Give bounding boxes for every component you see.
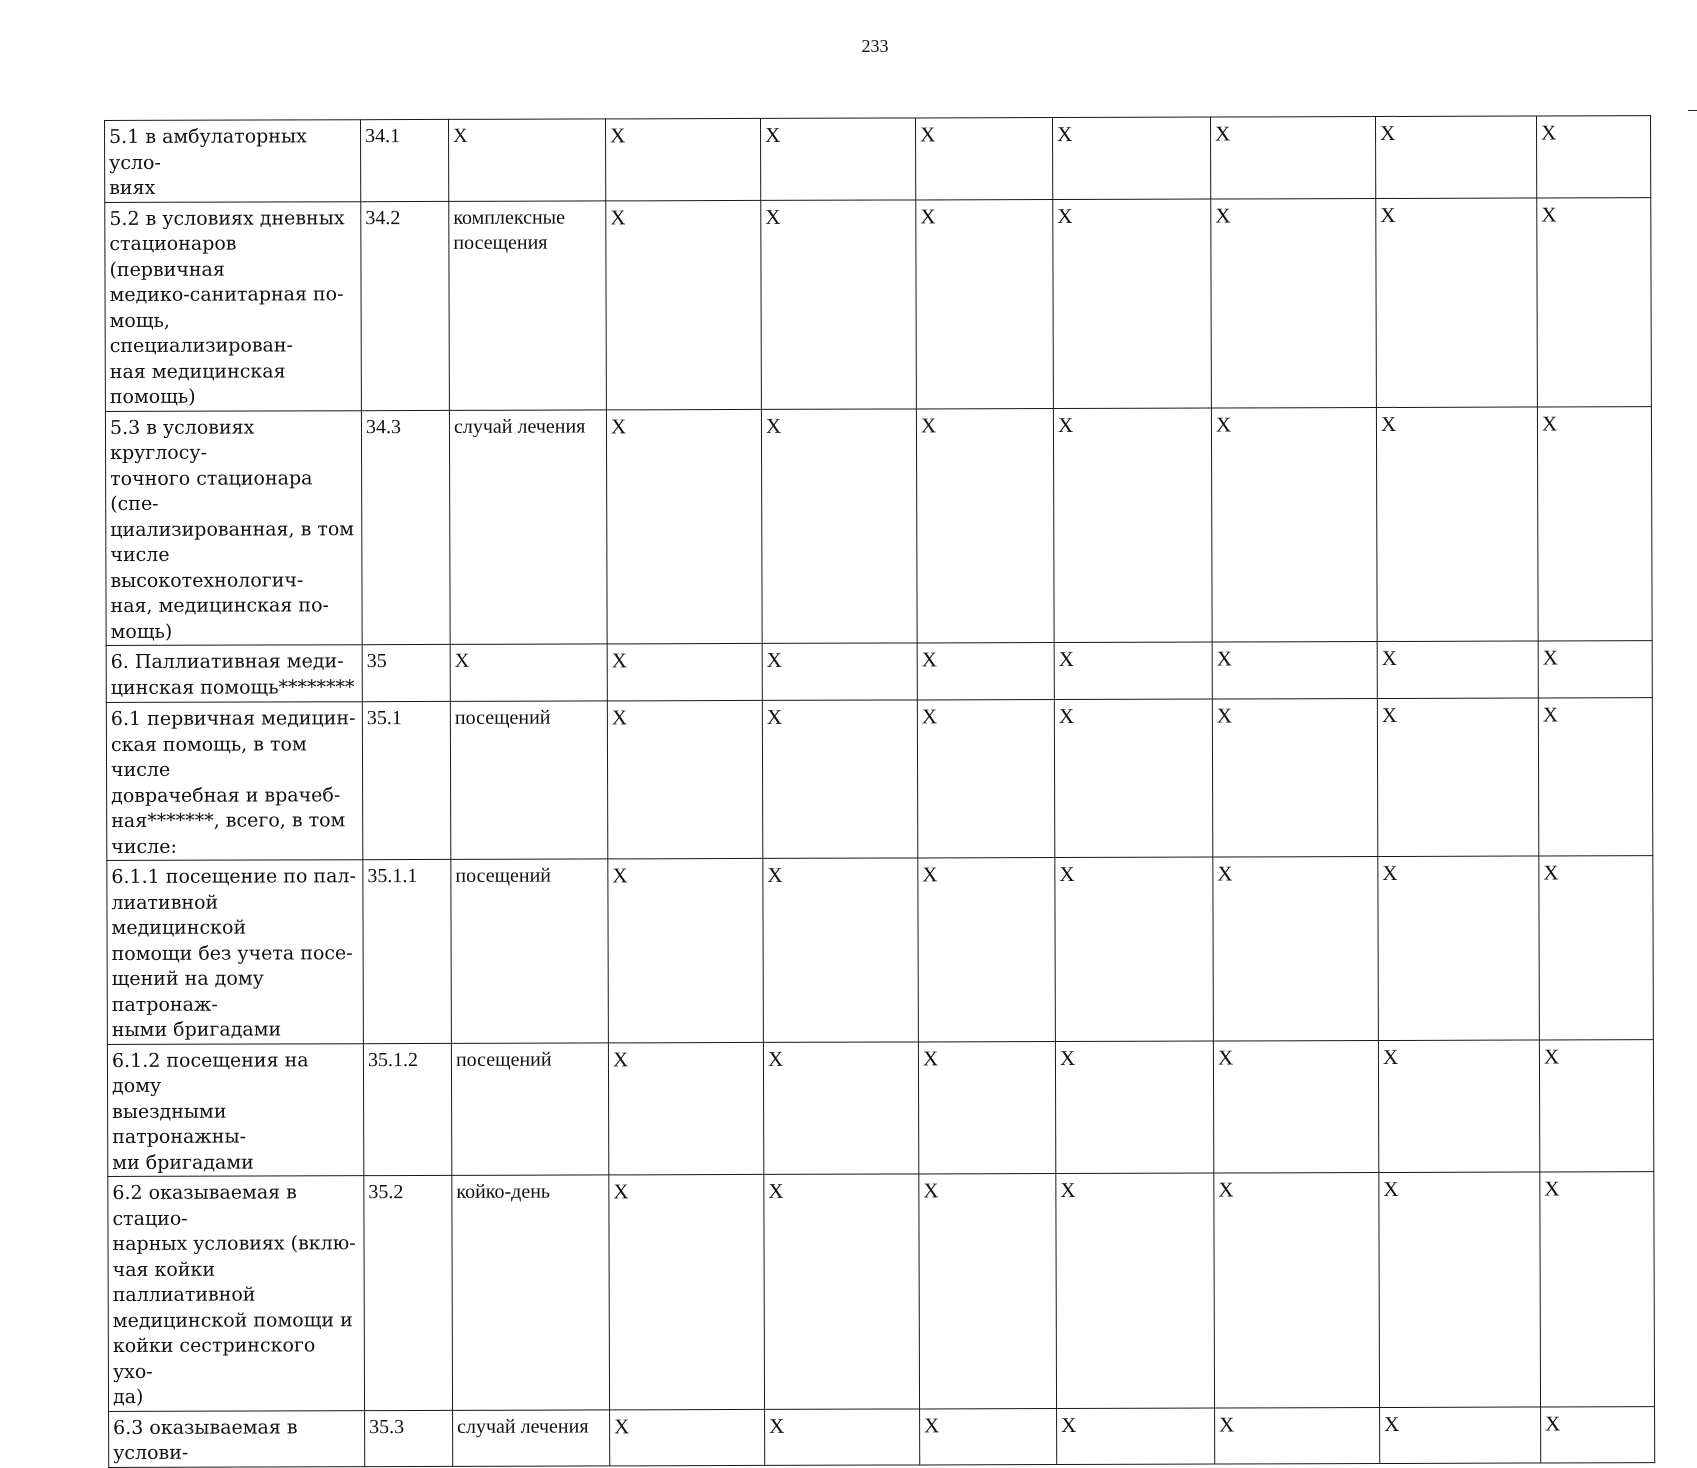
value-cell: X [1211, 407, 1377, 642]
value-cell: X [1212, 699, 1377, 858]
row-unit-cell: X [450, 644, 607, 701]
row-name-cell: 6.1.1 посещение по пал- лиативной медицинской помощи без учета посе- щений на дому патронаж- ными бригадами [107, 860, 364, 1044]
data-table [104, 115, 1655, 1467]
row-name-cell: 6.1 первичная медицин- ская помощь, в том числе доврачебная и врачеб- ная*******, всего, в том числе: [106, 702, 362, 861]
value-cell: X [765, 1408, 920, 1464]
value-cell: X [1537, 406, 1652, 641]
value-cell: X [1539, 1039, 1653, 1172]
row-name-cell: 6. Паллиативная меди- цинская помощь******** [106, 645, 362, 703]
value-cell: X [1054, 699, 1212, 857]
value-cell: X [1052, 117, 1210, 199]
row-code-cell: 34.3 [361, 410, 450, 645]
value-cell: X [1214, 1173, 1380, 1408]
page-number: 233 [861, 36, 889, 56]
value-cell: X [1055, 857, 1214, 1041]
value-cell: X [918, 858, 1056, 1042]
value-cell: X [761, 199, 917, 408]
row-unit-cell: посещений [450, 701, 607, 859]
value-cell: X [1056, 1173, 1215, 1408]
value-cell: X [1215, 1407, 1380, 1464]
row-code-cell: 35.2 [364, 1175, 453, 1410]
value-cell: X [1380, 1406, 1541, 1463]
table-row [105, 116, 1651, 202]
row-name-cell: 6.2 оказываемая в стацио- нарных условиях (вклю- чая койки паллиативной медицинской помощи и койки сестринского ухо- да) [108, 1176, 365, 1411]
row-name-cell: 5.2 в условиях дневных стационаров (первичная медико-санитарная по- мощь, специализирован- ная медицинская помощь) [105, 201, 362, 411]
value-cell: X [1541, 1406, 1655, 1462]
value-cell: X [1536, 116, 1650, 198]
row-code-cell: 35.1.1 [363, 859, 452, 1043]
value-cell: X [760, 118, 915, 200]
value-cell: X [762, 643, 917, 700]
row-unit-cell: койко-день [452, 1175, 610, 1410]
row-name-cell: 5.3 в условиях круглосу- точного стационара (спе- циализированная, в том числе высокотехнологич- ная, медицинская по- мощь) [105, 410, 362, 645]
value-cell: X [606, 409, 762, 644]
value-cell: X [1055, 1041, 1213, 1174]
table-row [108, 1172, 1655, 1411]
value-cell: X [915, 118, 1052, 200]
row-unit-cell: посещений [451, 1042, 608, 1175]
value-cell: X [1213, 857, 1379, 1041]
value-cell: X [1378, 1039, 1539, 1172]
value-cell: X [1054, 642, 1212, 699]
row-unit-cell: X [448, 119, 605, 201]
value-cell: X [610, 1409, 765, 1465]
table-row [105, 197, 1652, 411]
table-row [106, 698, 1652, 861]
value-cell: X [1377, 698, 1538, 857]
value-cell: X [607, 643, 762, 700]
row-unit-cell: посещений [451, 859, 609, 1043]
value-cell: X [920, 1408, 1057, 1464]
value-cell: X [917, 700, 1054, 858]
row-name-cell: 6.1.2 посещения на дому выездными патронажны- ми бригадами [107, 1043, 363, 1176]
row-code-cell: 35.3 [365, 1410, 453, 1466]
value-cell: X [1375, 116, 1536, 198]
table-row [107, 856, 1654, 1044]
value-cell: X [606, 200, 762, 409]
table-row [105, 406, 1652, 645]
value-cell: X [916, 408, 1054, 643]
row-code-cell: 34.2 [361, 201, 450, 410]
value-cell: X [918, 1041, 1055, 1174]
value-cell: X [1053, 199, 1212, 408]
row-name-cell: 5.1 в амбулаторных усло- виях [105, 120, 361, 202]
value-cell: X [1376, 197, 1538, 407]
value-cell: X [762, 700, 917, 858]
table-row [106, 641, 1652, 703]
value-cell: X [608, 858, 764, 1042]
row-unit-cell: случай лечения [453, 1409, 610, 1465]
value-cell: X [1213, 1040, 1378, 1173]
value-cell: X [1057, 1408, 1215, 1464]
value-cell: X [1053, 408, 1212, 643]
value-cell: X [919, 1174, 1057, 1409]
value-cell: X [764, 1174, 920, 1409]
value-cell: X [916, 199, 1054, 408]
value-cell: X [1539, 856, 1654, 1040]
value-cell: X [1377, 641, 1538, 699]
value-cell: X [761, 408, 917, 643]
table-row [107, 1039, 1653, 1176]
value-cell: X [1537, 197, 1652, 406]
value-cell: X [608, 1042, 763, 1175]
edge-mark [1688, 110, 1697, 111]
row-code-cell: 34.1 [361, 119, 449, 201]
row-code-cell: 35.1 [362, 701, 450, 859]
value-cell: X [1379, 1172, 1541, 1407]
value-cell: X [1210, 117, 1375, 199]
value-cell: X [763, 1041, 918, 1174]
value-cell: X [1212, 642, 1377, 700]
row-name-cell: 6.3 оказываемая в услови- [109, 1410, 365, 1467]
value-cell: X [1211, 198, 1377, 408]
value-cell: X [1540, 1172, 1655, 1407]
value-cell: X [609, 1174, 765, 1409]
value-cell: X [1538, 698, 1652, 856]
value-cell: X [605, 118, 760, 200]
table-row [109, 1406, 1655, 1467]
row-code-cell: 35 [362, 644, 450, 701]
value-cell: X [1376, 406, 1538, 641]
row-unit-cell: комплексные посещения [449, 200, 607, 409]
row-code-cell: 35.1.2 [363, 1043, 451, 1176]
value-cell: X [763, 858, 919, 1042]
row-unit-cell: случай лечения [449, 409, 607, 644]
value-cell: X [1538, 641, 1652, 698]
value-cell: X [607, 700, 762, 858]
value-cell: X [917, 643, 1054, 700]
value-cell: X [1378, 856, 1540, 1040]
